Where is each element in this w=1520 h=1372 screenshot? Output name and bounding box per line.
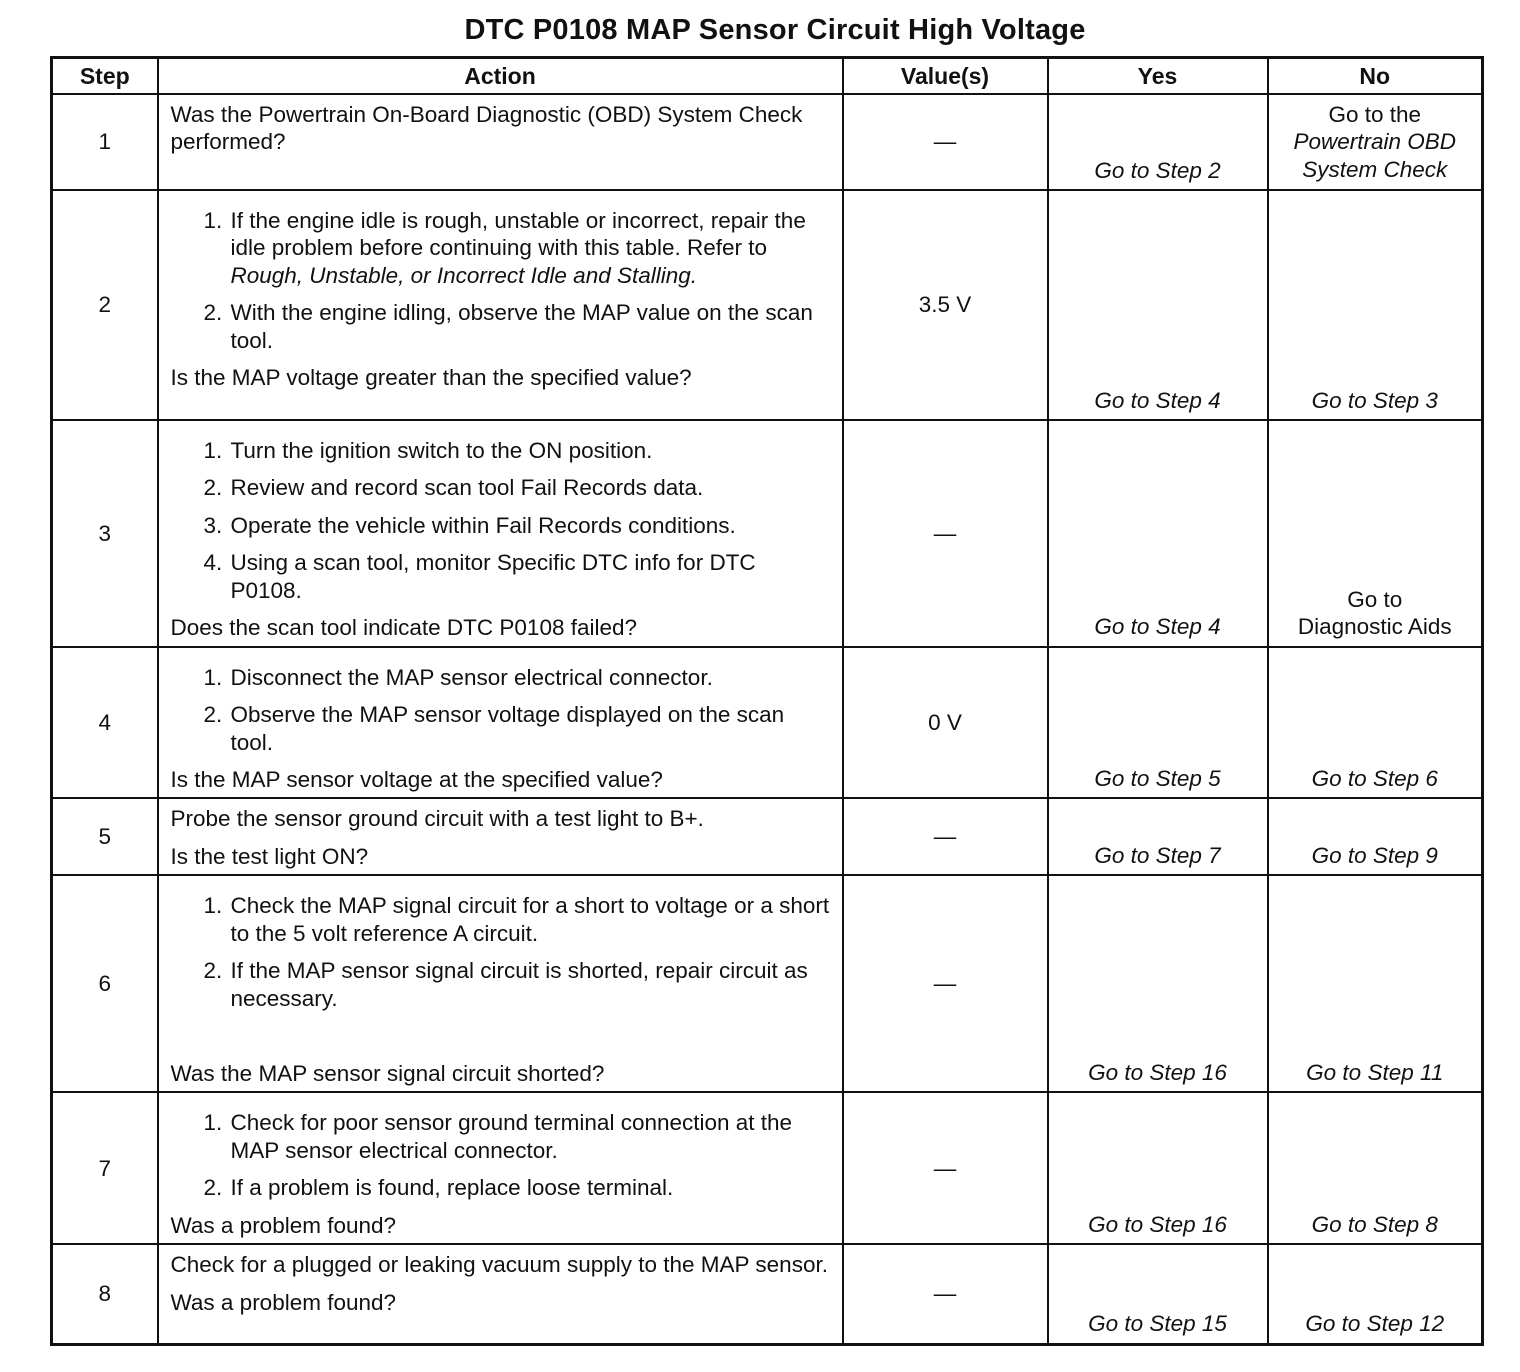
action-item: 1. Check the MAP signal circuit for a short to voltage or a short to the 5 volt reference A circuit. (229, 892, 830, 947)
action-item: 3. Operate the vehicle within Fail Records conditions. (229, 512, 830, 539)
header-row (52, 58, 1483, 95)
step-number: 8 (52, 1244, 158, 1344)
question-text: Is the MAP voltage greater than the specified value? (170, 365, 692, 391)
action-cell (158, 190, 843, 420)
question-text: Was the Powertrain On-Board Diagnostic (OBD) System Check performed? (170, 102, 803, 155)
step-number: 4 (52, 647, 158, 799)
no-cell: Go to Step 8 (1268, 1092, 1483, 1244)
yes-cell: Go to Step 7 (1048, 798, 1268, 875)
no-cell: Go to Step 6 (1268, 647, 1483, 799)
header-values: Value(s) (843, 58, 1048, 95)
page-title: DTC P0108 MAP Sensor Circuit High Voltage (464, 14, 1086, 46)
yes-cell: Go to Step 4 (1048, 190, 1268, 420)
action-item: 2. If the MAP sensor signal circuit is shorted, repair circuit as necessary. (229, 957, 830, 1012)
action-item: 2. Review and record scan tool Fail Records data. (229, 474, 830, 501)
no-cell (1268, 94, 1483, 190)
action-cell (158, 94, 843, 190)
no-text: Go to the (1328, 102, 1422, 127)
value-cell: — (843, 1092, 1048, 1244)
action-item: 1. Check for poor sensor ground terminal connection at the MAP sensor electrical connector. (229, 1109, 830, 1164)
diagnostic-table (50, 56, 1484, 1346)
yes-cell: Go to Step 15 (1048, 1244, 1268, 1344)
action-item: 1. Disconnect the MAP sensor electrical connector. (229, 664, 830, 691)
yes-cell: Go to Step 16 (1048, 1092, 1268, 1244)
no-cell: Go to Step 9 (1268, 798, 1483, 875)
value-cell: — (843, 875, 1048, 1092)
no-cell: Go to Step 3 (1268, 190, 1483, 420)
action-cell (158, 1244, 843, 1344)
action-item: 2. If a problem is found, replace loose terminal. (229, 1174, 830, 1201)
action-item: 1. If the engine idle is rough, unstable or incorrect, repair the idle problem before continuing with this table. Refer to Rough, Unstable, or Incorrect Idle and Stalling. (229, 207, 830, 289)
action-text: Probe the sensor ground circuit with a test light to B+. (170, 806, 704, 832)
table-row (52, 647, 1483, 799)
header-step: Step (52, 58, 158, 95)
table-row (52, 94, 1483, 190)
header-yes: Yes (1048, 58, 1268, 95)
action-cell (158, 647, 843, 799)
step-number: 6 (52, 875, 158, 1092)
action-text: Check for a plugged or leaking vacuum supply to the MAP sensor. (170, 1252, 828, 1278)
step-number: 1 (52, 94, 158, 190)
action-cell (158, 420, 843, 647)
action-item: 2. Observe the MAP sensor voltage displayed on the scan tool. (229, 701, 830, 756)
question-text: Is the MAP sensor voltage at the specified value? (170, 766, 663, 792)
action-cell (158, 798, 843, 875)
yes-cell: Go to Step 4 (1048, 420, 1268, 647)
no-text: Go to (1347, 586, 1403, 612)
action-item: 1. Turn the ignition switch to the ON position. (229, 437, 830, 464)
table-row (52, 1244, 1483, 1344)
question-text: Was a problem found? (170, 1289, 397, 1315)
no-cell: Go to Step 11 (1268, 875, 1483, 1092)
table-row (52, 420, 1483, 647)
yes-cell: Go to Step 5 (1048, 647, 1268, 799)
table-row (52, 798, 1483, 875)
value-cell: 0 V (843, 647, 1048, 799)
header-no: No (1268, 58, 1483, 95)
question-text: Does the scan tool indicate DTC P0108 failed? (170, 615, 638, 641)
question-text: Is the test light ON? (170, 843, 369, 869)
value-cell: — (843, 94, 1048, 190)
action-cell (158, 1092, 843, 1244)
no-reference: Powertrain OBD System Check (1293, 129, 1457, 182)
value-cell: — (843, 798, 1048, 875)
no-text: Diagnostic Aids (1297, 614, 1452, 640)
yes-cell: Go to Step 16 (1048, 875, 1268, 1092)
step-number: 2 (52, 190, 158, 420)
table-row (52, 875, 1483, 1092)
action-item: 4. Using a scan tool, monitor Specific DTC info for DTC P0108. (229, 549, 830, 604)
action-cell (158, 875, 843, 1092)
question-text: Was the MAP sensor signal circuit shorted? (170, 1061, 605, 1086)
action-item: 2. With the engine idling, observe the MAP value on the scan tool. (229, 299, 830, 354)
question-text: Was a problem found? (170, 1212, 397, 1238)
no-cell (1268, 420, 1483, 647)
value-cell: — (843, 420, 1048, 647)
table-row (52, 1092, 1483, 1244)
step-number: 3 (52, 420, 158, 647)
table-row (52, 190, 1483, 420)
header-action: Action (158, 58, 843, 95)
yes-cell: Go to Step 2 (1048, 94, 1268, 190)
step-number: 5 (52, 798, 158, 875)
reference-text: Rough, Unstable, or Incorrect Idle and Stalling. (230, 262, 698, 288)
step-number: 7 (52, 1092, 158, 1244)
value-cell: 3.5 V (843, 190, 1048, 420)
value-cell: — (843, 1244, 1048, 1344)
no-cell: Go to Step 12 (1268, 1244, 1483, 1344)
